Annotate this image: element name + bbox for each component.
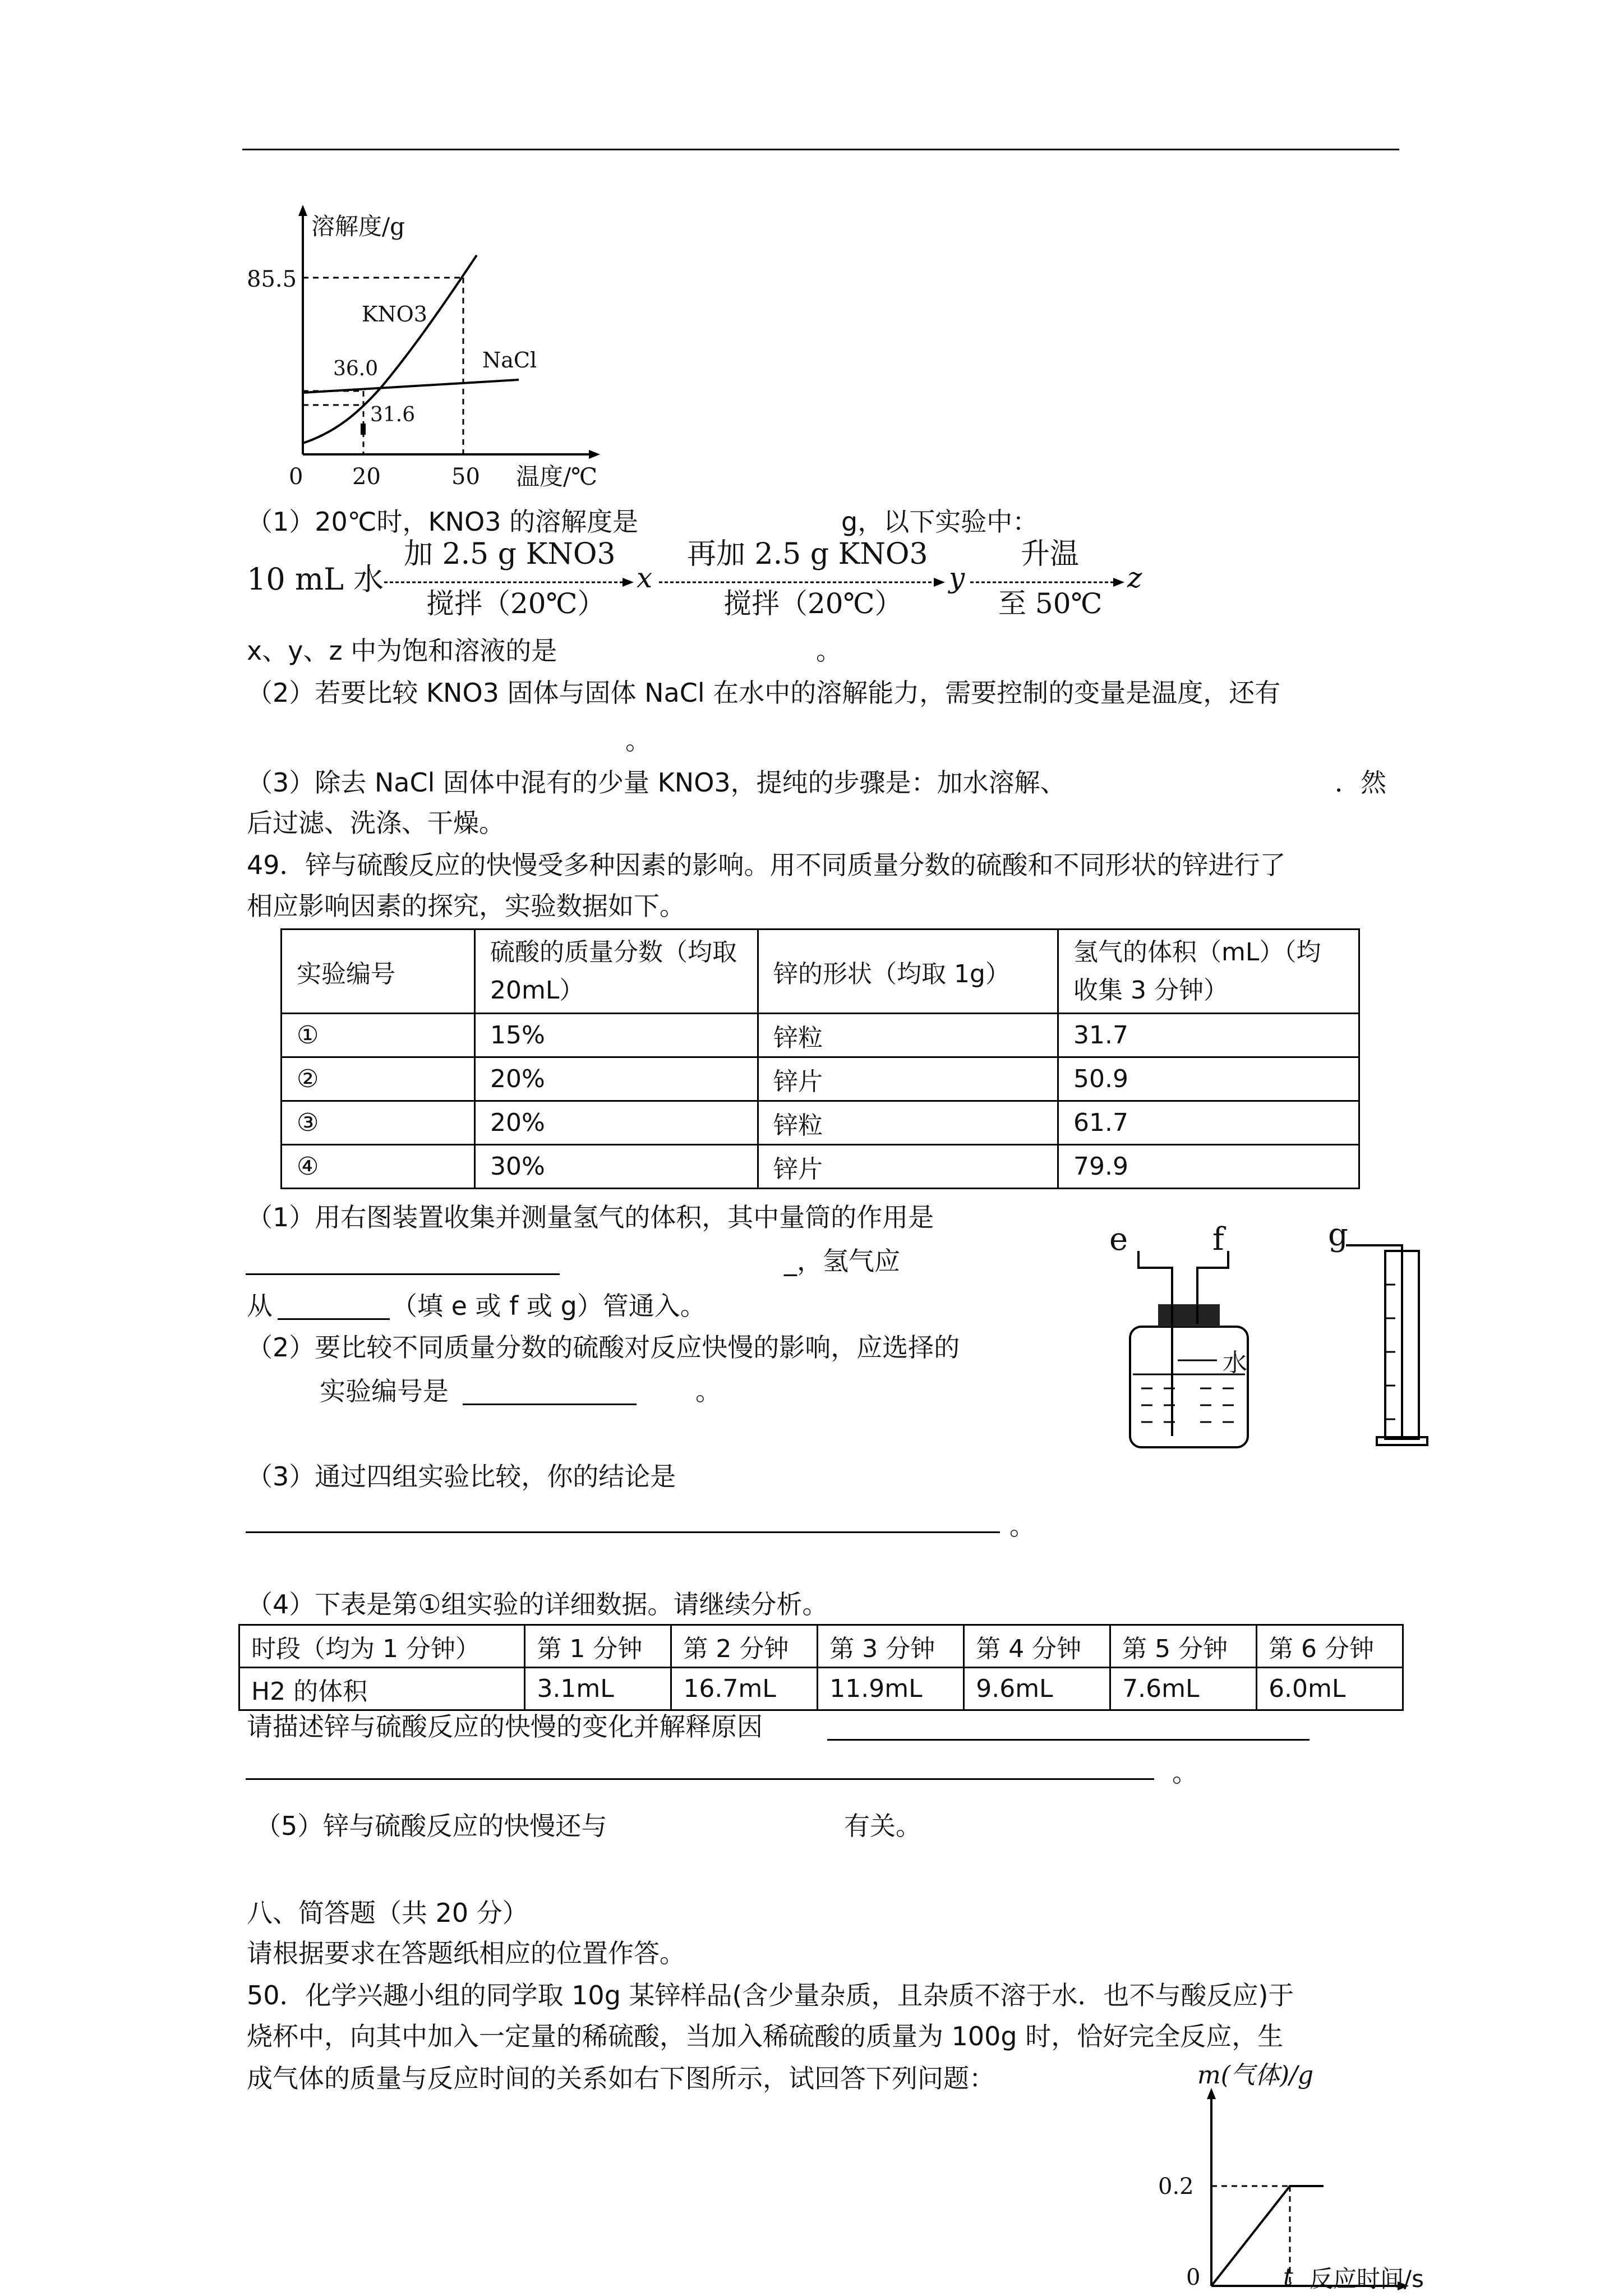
table-cell: ② — [282, 1057, 475, 1101]
chart-nacl-label: NaCl — [482, 348, 537, 372]
table-cell: 锌片 — [758, 1057, 1058, 1101]
q48-p2end: 。 — [625, 725, 651, 756]
table-cell: ④ — [282, 1145, 475, 1189]
table-cell: 20% — [475, 1101, 758, 1145]
apparatus-label-e: e — [1109, 1221, 1128, 1258]
table-cell: 3.1mL — [525, 1668, 671, 1710]
section8-title: 八、简答题（共 20 分） — [247, 1898, 528, 1928]
flow-start: 10 mL 水 — [247, 562, 384, 597]
q48-p3b: ．然 — [1335, 767, 1386, 798]
table-cell: 79.9 — [1058, 1145, 1359, 1189]
flow-step3-top: 升温 — [1021, 537, 1080, 571]
header-rule — [242, 149, 1399, 150]
graph-ylabel: m(气体)/g — [1197, 2061, 1314, 2090]
flow-z: z — [1127, 562, 1142, 594]
q49-p2a: （2）要比较不同质量分数的硫酸对反应快慢的影响，应选择的 — [247, 1332, 960, 1363]
header-cell: 第 1 分钟 — [525, 1625, 671, 1668]
experiment-flow — [241, 537, 1166, 627]
q48-p1b: g，以下实验中： — [841, 507, 1039, 537]
experiment-table — [280, 928, 1360, 1189]
tube-g — [1346, 1245, 1402, 1436]
table-row — [282, 1057, 1359, 1101]
answer-blank — [246, 1531, 1000, 1533]
table-cell: 锌片 — [758, 1145, 1058, 1189]
x-axis-arrow — [589, 450, 600, 459]
chart-ylabel: 溶解度/g — [311, 213, 405, 240]
table-cell: 锌粒 — [758, 1014, 1058, 1057]
table-cell: 9.6mL — [964, 1668, 1110, 1710]
q49-p1b: _，氢气应 — [784, 1246, 900, 1276]
flow-step1-top: 加 2.5 g KNO3 — [404, 537, 616, 571]
chart-ytick-31: 31.6 — [370, 403, 416, 426]
q49-intro2: 相应影响因素的探究，实验数据如下。 — [247, 891, 685, 921]
table-cell: 20% — [475, 1057, 758, 1101]
table-cell: 15% — [475, 1014, 758, 1057]
chart-xtick-20: 20 — [352, 464, 381, 490]
q50-line2: 烧杯中，向其中加入一定量的稀硫酸，当加入稀硫酸的质量为 100g 时，恰好完全反应，生 — [247, 2021, 1284, 2051]
section8-instr: 请根据要求在答题纸相应的位置作答。 — [247, 1938, 685, 1968]
header-cell: 第 5 分钟 — [1110, 1625, 1257, 1668]
table-cell: 锌粒 — [758, 1101, 1058, 1145]
table-cell: 11.9mL — [818, 1668, 964, 1710]
q49-p4b: 请描述锌与硫酸反应的快慢的变化并解释原因 — [247, 1711, 763, 1742]
table-cell: ③ — [282, 1101, 475, 1145]
table-cell: 6.0mL — [1257, 1668, 1403, 1710]
q49-intro1: 49．锌与硫酸反应的快慢受多种因素的影响。用不同质量分数的硫酸和不同形状的锌进行了 — [247, 850, 1286, 880]
header-cell: 实验编号 — [282, 930, 475, 1014]
header-cell: 第 2 分钟 — [671, 1625, 818, 1668]
flow-step3-bottom: 至 50℃ — [998, 587, 1103, 620]
tube-e — [1138, 1251, 1172, 1436]
table-row — [282, 1014, 1359, 1057]
flow-x: x — [637, 562, 653, 594]
chart-ytick-85: 85.5 — [247, 266, 297, 292]
q50-line1: 50．化学兴趣小组的同学取 10g 某锌样品(含少量杂质，且杂质不溶于水．也不与酸反应)于 — [247, 1980, 1294, 2010]
table-cell: 30% — [475, 1145, 758, 1189]
table-cell: 7.6mL — [1110, 1668, 1257, 1710]
graph-xlabel: 反应时间/s — [1310, 2265, 1424, 2293]
chart-xtick-50: 50 — [451, 464, 480, 490]
table-row — [282, 1101, 1359, 1145]
flow-y: y — [949, 562, 965, 594]
chart-ytick-36: 36.0 — [333, 357, 379, 380]
apparatus-label-f: f — [1212, 1221, 1224, 1258]
gas-collection-apparatus — [1099, 1228, 1436, 1453]
header-cell: 锌的形状（均取 1g） — [758, 930, 1058, 1014]
q49-p1c: 从 — [247, 1291, 273, 1321]
answer-blank — [246, 1273, 560, 1275]
header-cell: 第 4 分钟 — [964, 1625, 1110, 1668]
flow-step2-top: 再加 2.5 g KNO3 — [687, 537, 928, 571]
table-header-row — [239, 1625, 1403, 1668]
header-cell: 氢气的体积（mL）（均收集 3 分钟） — [1058, 930, 1359, 1014]
water-dashes — [1141, 1388, 1234, 1422]
q49-p5a: （5）锌与硫酸反应的快慢还与 — [255, 1811, 607, 1841]
graph-xtick: t — [1283, 2263, 1293, 2292]
q48-p1c: x、y、z 中为饱和溶液的是 — [247, 636, 557, 666]
q50-line3: 成气体的质量与反应时间的关系如右下图所示，试回答下列问题： — [247, 2063, 995, 2093]
header-cell: 时段（均为 1 分钟） — [239, 1625, 525, 1668]
solubility-chart — [236, 202, 617, 499]
y-axis-arrow — [298, 205, 307, 216]
table-header-row — [282, 930, 1359, 1014]
table-cell: H2 的体积 — [239, 1668, 525, 1710]
stopper — [1158, 1304, 1220, 1327]
cylinder-scale — [1385, 1285, 1395, 1419]
chart-xtick-0: 0 — [289, 464, 303, 490]
graph-ytick: 0.2 — [1158, 2174, 1194, 2200]
point-marker — [361, 424, 366, 435]
q49-p4end: 。 — [1172, 1757, 1198, 1788]
q49-p1a: （1）用右图装置收集并测量氢气的体积，其中量筒的作用是 — [247, 1202, 934, 1232]
bottle — [1130, 1327, 1248, 1447]
graph-x0: 0 — [1186, 2265, 1201, 2290]
apparatus-label-water: 水 — [1223, 1349, 1247, 1377]
header-cell: 第 3 分钟 — [818, 1625, 964, 1668]
flow-step2-bottom: 搅拌（20℃） — [723, 587, 903, 620]
header-cell: 硫酸的质量分数（均取 20mL） — [475, 930, 758, 1014]
table-cell: ① — [282, 1014, 475, 1057]
table-cell: 31.7 — [1058, 1014, 1359, 1057]
table-cell: 50.9 — [1058, 1057, 1359, 1101]
q48-p2: （2）若要比较 KNO3 固体与固体 NaCl 在水中的溶解能力，需要控制的变量是温度，还有 — [247, 678, 1281, 708]
q49-p4: （4）下表是第①组实验的详细数据。请继续分析。 — [247, 1589, 828, 1619]
chart-xlabel: 温度/℃ — [516, 463, 598, 490]
q48-p1d: 。 — [816, 636, 842, 666]
answer-blank — [278, 1318, 390, 1320]
q49-p2c: 。 — [695, 1376, 721, 1406]
q49-p1d: （填 e 或 f 或 g）管通入。 — [391, 1291, 706, 1321]
time-volume-table — [238, 1624, 1404, 1711]
chart-kno3-label: KNO3 — [362, 302, 427, 326]
q48-p3a: （3）除去 NaCl 固体中混有的少量 KNO3，提纯的步骤是：加水溶解、 — [247, 767, 1066, 798]
q48-p1a: （1）20℃时，KNO3 的溶解度是 — [247, 507, 639, 537]
q49-p3: （3）通过四组实验比较，你的结论是 — [247, 1461, 676, 1492]
q49-p5b: 有关。 — [844, 1811, 921, 1841]
flow-step1-bottom: 搅拌（20℃） — [426, 587, 606, 620]
q49-p2b: 实验编号是 — [320, 1376, 449, 1406]
header-cell: 第 6 分钟 — [1257, 1625, 1403, 1668]
answer-blank — [827, 1739, 1310, 1741]
table-cell: 61.7 — [1058, 1101, 1359, 1145]
graph-line — [1211, 2186, 1324, 2286]
answer-blank — [463, 1404, 637, 1405]
q48-p3c: 后过滤、洗涤、干燥。 — [247, 808, 505, 838]
flow-arrows — [241, 537, 1166, 627]
q49-p3end: 。 — [1009, 1511, 1035, 1541]
answer-blank — [246, 1778, 1154, 1780]
table-cell: 16.7mL — [671, 1668, 818, 1710]
table-row — [282, 1145, 1359, 1189]
apparatus-label-g: g — [1328, 1217, 1348, 1253]
table-row — [239, 1668, 1403, 1710]
